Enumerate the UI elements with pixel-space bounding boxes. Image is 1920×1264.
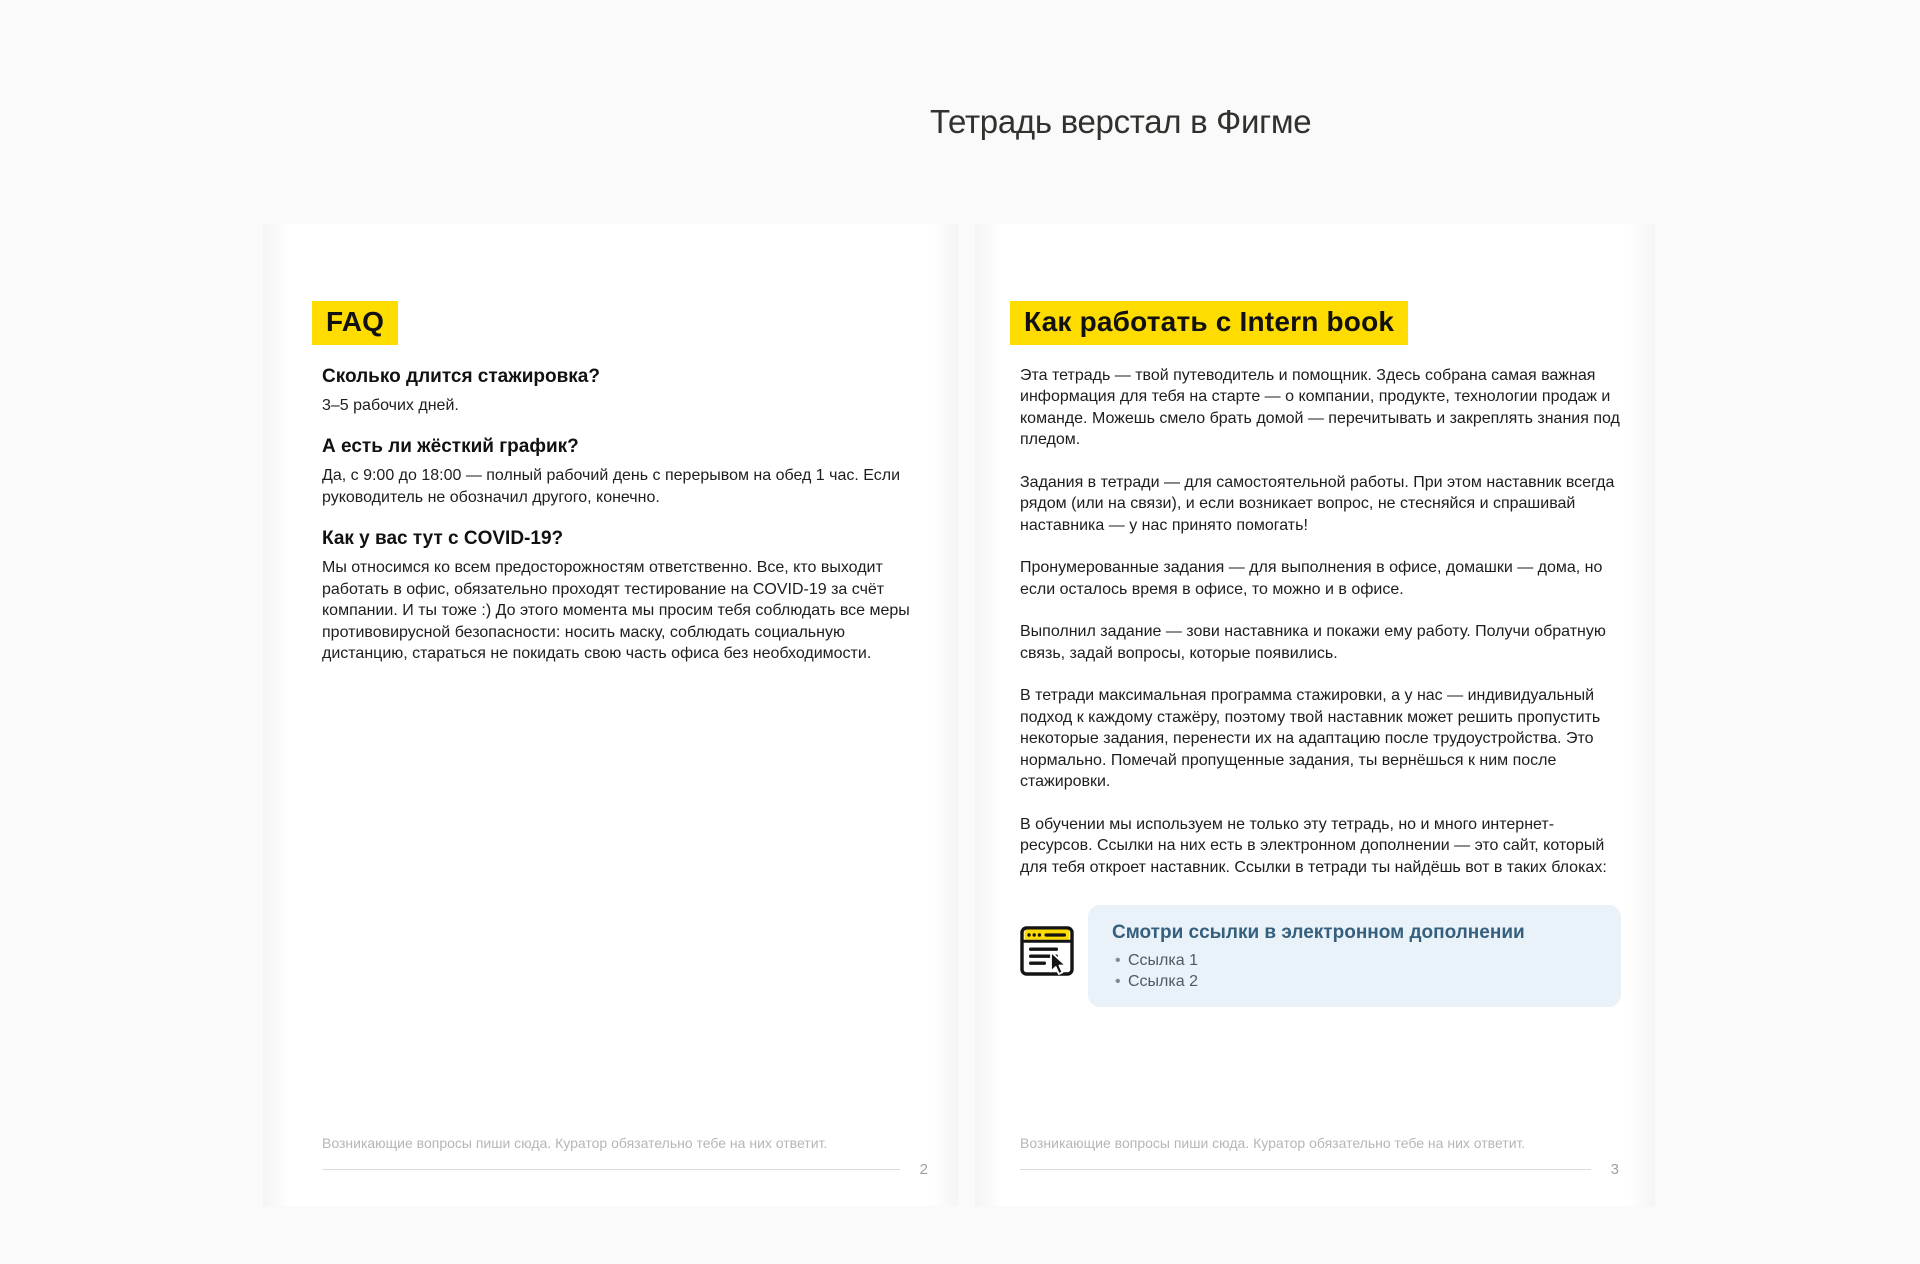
link-item[interactable]: • Ссылка 1: [1112, 950, 1597, 971]
body-paragraph: В тетради максимальная программа стажировки, а у нас — индивидуальный подход к каждому стажёру, поэтому твой наставник может решить пропустить некоторые задания, перенести их на адаптацию после трудоустройства. Это нормально. Помечай пропущенные задания, ты вернёшься к ним после стажировки.: [1020, 687, 1601, 791]
answer: Да, с 9:00 до 18:00 — полный рабочий день с перерывом на обед 1 час. Если руководитель не обозначил другого, конечно.: [322, 467, 901, 506]
link-item[interactable]: • Ссылка 2: [1112, 971, 1597, 992]
answer: 3–5 рабочих дней.: [322, 396, 459, 414]
links-info-row: [1020, 905, 1621, 1007]
body-paragraph: Пронумерованные задания — для выполнения в офисе, домашки — дома, но если осталось время в офисе, то можно и в офисе.: [1020, 559, 1603, 598]
page-spread: [263, 224, 1655, 1206]
page-title: Тетрадь верстал в Фигме: [930, 103, 1312, 140]
footer-rule: [322, 1169, 900, 1170]
info-box-heading: Смотри ссылки в электронном дополнении: [1112, 922, 1525, 944]
page-faq: [263, 224, 958, 1206]
howto-body: [1020, 365, 1621, 879]
question: Сколько длится стажировка?: [322, 365, 600, 387]
page-howto: [975, 224, 1655, 1206]
page-footer: [1020, 1135, 1619, 1178]
body-paragraph: Выполнил задание — зови наставника и покажи ему работу. Получи обратную связь, задай вопросы, которые появились.: [1020, 623, 1606, 662]
browser-window-cursor-icon: [1020, 926, 1074, 1007]
howto-heading-highlight: [1010, 301, 1408, 345]
page-number: 2: [919, 1161, 928, 1178]
faq-heading: FAQ: [326, 306, 385, 337]
page-footer: [322, 1135, 928, 1178]
body-paragraph: Задания в тетради — для самостоятельной работы. При этом наставник всегда рядом (или на связи), и если возникает вопрос, не стесняйся и спрашивай наставника — у нас принято помогать!: [1020, 473, 1615, 534]
footer-rule-row: [1020, 1161, 1619, 1178]
qa-item: [322, 436, 923, 508]
faq-list: [322, 366, 923, 665]
question: А есть ли жёсткий график?: [322, 436, 579, 458]
faq-heading-highlight: [312, 301, 398, 345]
howto-heading: Как работать с Intern book: [1024, 306, 1395, 337]
links-list: [1112, 950, 1597, 992]
page-number: 3: [1610, 1161, 1619, 1178]
footer-note: Возникающие вопросы пиши сюда. Куратор обязательно тебе на них ответит.: [1020, 1135, 1526, 1151]
qa-item: [322, 366, 923, 417]
body-paragraph: В обучении мы используем не только эту тетрадь, но и много интернет-ресурсов. Ссылки на них есть в электронном дополнении — это сайт, который для тебя откроет наставник. Ссылки в тетради ты найдёшь вот в таких блоках:: [1020, 815, 1607, 876]
answer: Мы относимся ко всем предосторожностям ответственно. Все, кто выходит работать в офис, обязательно проходят тестирование на COVID-19 за счёт компании. И ты тоже :) До этого момента мы просим тебя соблюдать все меры противовирусной безопасности: носить маску, соблюдать социальную дистанцию, стараться не покидать свою часть офиса без необходимости.: [322, 559, 910, 663]
links-info-box: [1088, 905, 1621, 1007]
footer-rule-row: [322, 1161, 928, 1178]
body-paragraph: Эта тетрадь — твой путеводитель и помощник. Здесь собрана самая важная информация для тебя на старте — о компании, продукте, технологии продаж и команде. Можешь смело брать домой — перечитывать и закреплять знания под пледом.: [1020, 366, 1620, 449]
footer-note: Возникающие вопросы пиши сюда. Куратор обязательно тебе на них ответит.: [322, 1135, 828, 1151]
question: Как у вас тут с COVID-19?: [322, 528, 564, 550]
qa-item: [322, 528, 923, 665]
footer-rule: [1020, 1169, 1591, 1170]
